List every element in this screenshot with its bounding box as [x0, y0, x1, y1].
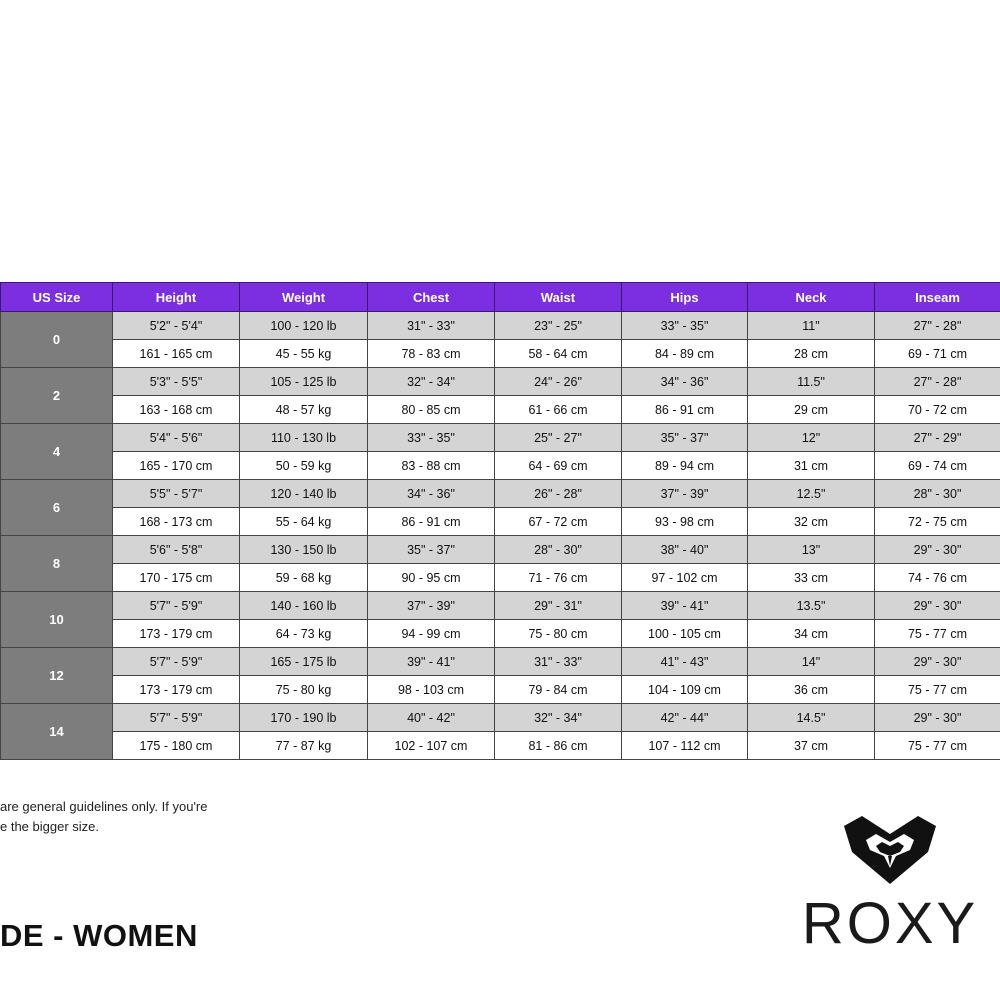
table-cell: 28" - 30"	[875, 480, 1000, 508]
table-cell: 120 - 140 lb	[240, 480, 368, 508]
table-cell: 161 - 165 cm	[113, 340, 240, 368]
table-cell: 32" - 34"	[368, 368, 495, 396]
table-cell: 59 - 68 kg	[240, 564, 368, 592]
table-cell: 165 - 175 lb	[240, 648, 368, 676]
table-cell: 5'2" - 5'4"	[113, 312, 240, 340]
table-cell: 29" - 30"	[875, 536, 1000, 564]
table-cell: 97 - 102 cm	[622, 564, 748, 592]
table-cell: 100 - 105 cm	[622, 620, 748, 648]
table-cell: 84 - 89 cm	[622, 340, 748, 368]
table-cell: 48 - 57 kg	[240, 396, 368, 424]
table-cell: 39" - 41"	[368, 648, 495, 676]
table-cell: 35" - 37"	[368, 536, 495, 564]
table-cell: 107 - 112 cm	[622, 732, 748, 760]
table-cell: 33 cm	[748, 564, 875, 592]
table-cell: 34" - 36"	[622, 368, 748, 396]
table-cell: 110 - 130 lb	[240, 424, 368, 452]
table-row	[1, 480, 1000, 508]
table-cell: 173 - 179 cm	[113, 620, 240, 648]
table-row	[1, 340, 1000, 368]
table-cell: 32" - 34"	[495, 704, 622, 732]
header-weight: Weight	[240, 283, 368, 312]
table-row	[1, 536, 1000, 564]
table-cell: 13.5"	[748, 592, 875, 620]
table-row	[1, 368, 1000, 396]
header-waist: Waist	[495, 283, 622, 312]
table-cell: 31" - 33"	[495, 648, 622, 676]
table-cell: 26" - 28"	[495, 480, 622, 508]
table-cell: 74 - 76 cm	[875, 564, 1000, 592]
table-cell: 5'7" - 5'9"	[113, 592, 240, 620]
table-cell: 69 - 71 cm	[875, 340, 1000, 368]
table-cell: 55 - 64 kg	[240, 508, 368, 536]
table-cell: 37 cm	[748, 732, 875, 760]
header-neck: Neck	[748, 283, 875, 312]
table-cell: 32 cm	[748, 508, 875, 536]
table-cell: 77 - 87 kg	[240, 732, 368, 760]
table-cell: 130 - 150 lb	[240, 536, 368, 564]
note-line: are general guidelines only. If you're	[0, 799, 208, 814]
table-cell: 140 - 160 lb	[240, 592, 368, 620]
table-cell: 93 - 98 cm	[622, 508, 748, 536]
us-size-cell: 14	[1, 704, 113, 760]
guidelines-note	[0, 797, 207, 837]
table-cell: 86 - 91 cm	[368, 508, 495, 536]
table-cell: 75 - 80 cm	[495, 620, 622, 648]
table-cell: 25" - 27"	[495, 424, 622, 452]
table-cell: 42" - 44"	[622, 704, 748, 732]
roxy-logo	[800, 812, 980, 962]
table-cell: 34" - 36"	[368, 480, 495, 508]
table-cell: 11.5"	[748, 368, 875, 396]
table-cell: 165 - 170 cm	[113, 452, 240, 480]
table-cell: 27" - 28"	[875, 312, 1000, 340]
table-cell: 98 - 103 cm	[368, 676, 495, 704]
table-cell: 175 - 180 cm	[113, 732, 240, 760]
table-cell: 29 cm	[748, 396, 875, 424]
table-cell: 75 - 77 cm	[875, 732, 1000, 760]
table-cell: 79 - 84 cm	[495, 676, 622, 704]
roxy-heart-icon	[840, 812, 940, 886]
table-cell: 89 - 94 cm	[622, 452, 748, 480]
table-cell: 168 - 173 cm	[113, 508, 240, 536]
us-size-cell: 4	[1, 424, 113, 480]
table-row	[1, 676, 1000, 704]
table-row	[1, 452, 1000, 480]
table-cell: 170 - 190 lb	[240, 704, 368, 732]
table-cell: 5'7" - 5'9"	[113, 648, 240, 676]
table-cell: 67 - 72 cm	[495, 508, 622, 536]
table-row	[1, 648, 1000, 676]
table-cell: 37" - 39"	[368, 592, 495, 620]
logo-wordmark: ROXY	[801, 891, 979, 956]
table-row	[1, 592, 1000, 620]
table-cell: 5'5" - 5'7"	[113, 480, 240, 508]
table-row	[1, 620, 1000, 648]
table-cell: 31 cm	[748, 452, 875, 480]
table-cell: 64 - 69 cm	[495, 452, 622, 480]
table-cell: 104 - 109 cm	[622, 676, 748, 704]
table-cell: 29" - 30"	[875, 648, 1000, 676]
note-line: e the bigger size.	[0, 819, 100, 834]
table-row	[1, 508, 1000, 536]
table-cell: 69 - 74 cm	[875, 452, 1000, 480]
table-cell: 170 - 175 cm	[113, 564, 240, 592]
table-cell: 105 - 125 lb	[240, 368, 368, 396]
table-cell: 75 - 77 cm	[875, 676, 1000, 704]
table-cell: 75 - 77 cm	[875, 620, 1000, 648]
table-cell: 72 - 75 cm	[875, 508, 1000, 536]
table-row	[1, 732, 1000, 760]
table-cell: 5'4" - 5'6"	[113, 424, 240, 452]
table-cell: 50 - 59 kg	[240, 452, 368, 480]
us-size-cell: 2	[1, 368, 113, 424]
table-cell: 28" - 30"	[495, 536, 622, 564]
us-size-cell: 0	[1, 312, 113, 368]
table-cell: 36 cm	[748, 676, 875, 704]
page-title: DE - WOMEN	[0, 918, 198, 953]
table-cell: 45 - 55 kg	[240, 340, 368, 368]
table-cell: 34 cm	[748, 620, 875, 648]
header-hips: Hips	[622, 283, 748, 312]
table-cell: 100 - 120 lb	[240, 312, 368, 340]
size-chart-table	[0, 282, 1000, 760]
header-chest: Chest	[368, 283, 495, 312]
table-cell: 163 - 168 cm	[113, 396, 240, 424]
table-row	[1, 312, 1000, 340]
table-row	[1, 564, 1000, 592]
table-cell: 12"	[748, 424, 875, 452]
table-cell: 71 - 76 cm	[495, 564, 622, 592]
table-cell: 28 cm	[748, 340, 875, 368]
us-size-cell: 6	[1, 480, 113, 536]
table-cell: 38" - 40"	[622, 536, 748, 564]
table-cell: 90 - 95 cm	[368, 564, 495, 592]
table-header-row	[1, 283, 1000, 312]
table-cell: 29" - 30"	[875, 592, 1000, 620]
us-size-cell: 8	[1, 536, 113, 592]
table-cell: 29" - 31"	[495, 592, 622, 620]
table-cell: 41" - 43"	[622, 648, 748, 676]
table-cell: 33" - 35"	[368, 424, 495, 452]
table-cell: 5'3" - 5'5"	[113, 368, 240, 396]
table-cell: 40" - 42"	[368, 704, 495, 732]
header-us-size: US Size	[1, 283, 113, 312]
header-inseam: Inseam	[875, 283, 1000, 312]
table-cell: 11"	[748, 312, 875, 340]
table-cell: 83 - 88 cm	[368, 452, 495, 480]
table-cell: 64 - 73 kg	[240, 620, 368, 648]
table-cell: 80 - 85 cm	[368, 396, 495, 424]
table-cell: 39" - 41"	[622, 592, 748, 620]
table-cell: 58 - 64 cm	[495, 340, 622, 368]
table-cell: 78 - 83 cm	[368, 340, 495, 368]
table-cell: 5'6" - 5'8"	[113, 536, 240, 564]
table-cell: 75 - 80 kg	[240, 676, 368, 704]
us-size-cell: 10	[1, 592, 113, 648]
table-cell: 13"	[748, 536, 875, 564]
table-cell: 102 - 107 cm	[368, 732, 495, 760]
table-cell: 24" - 26"	[495, 368, 622, 396]
table-cell: 14"	[748, 648, 875, 676]
table-cell: 5'7" - 5'9"	[113, 704, 240, 732]
table-cell: 31" - 33"	[368, 312, 495, 340]
table-row	[1, 424, 1000, 452]
table-cell: 33" - 35"	[622, 312, 748, 340]
table-cell: 14.5"	[748, 704, 875, 732]
us-size-cell: 12	[1, 648, 113, 704]
table-cell: 35" - 37"	[622, 424, 748, 452]
table-row	[1, 704, 1000, 732]
table-cell: 81 - 86 cm	[495, 732, 622, 760]
table-cell: 173 - 179 cm	[113, 676, 240, 704]
table-cell: 37" - 39"	[622, 480, 748, 508]
table-cell: 23" - 25"	[495, 312, 622, 340]
header-height: Height	[113, 283, 240, 312]
table-cell: 12.5"	[748, 480, 875, 508]
table-row	[1, 396, 1000, 424]
table-cell: 27" - 28"	[875, 368, 1000, 396]
table-cell: 27" - 29"	[875, 424, 1000, 452]
table-cell: 94 - 99 cm	[368, 620, 495, 648]
table-cell: 61 - 66 cm	[495, 396, 622, 424]
table-cell: 86 - 91 cm	[622, 396, 748, 424]
table-cell: 29" - 30"	[875, 704, 1000, 732]
table-cell: 70 - 72 cm	[875, 396, 1000, 424]
